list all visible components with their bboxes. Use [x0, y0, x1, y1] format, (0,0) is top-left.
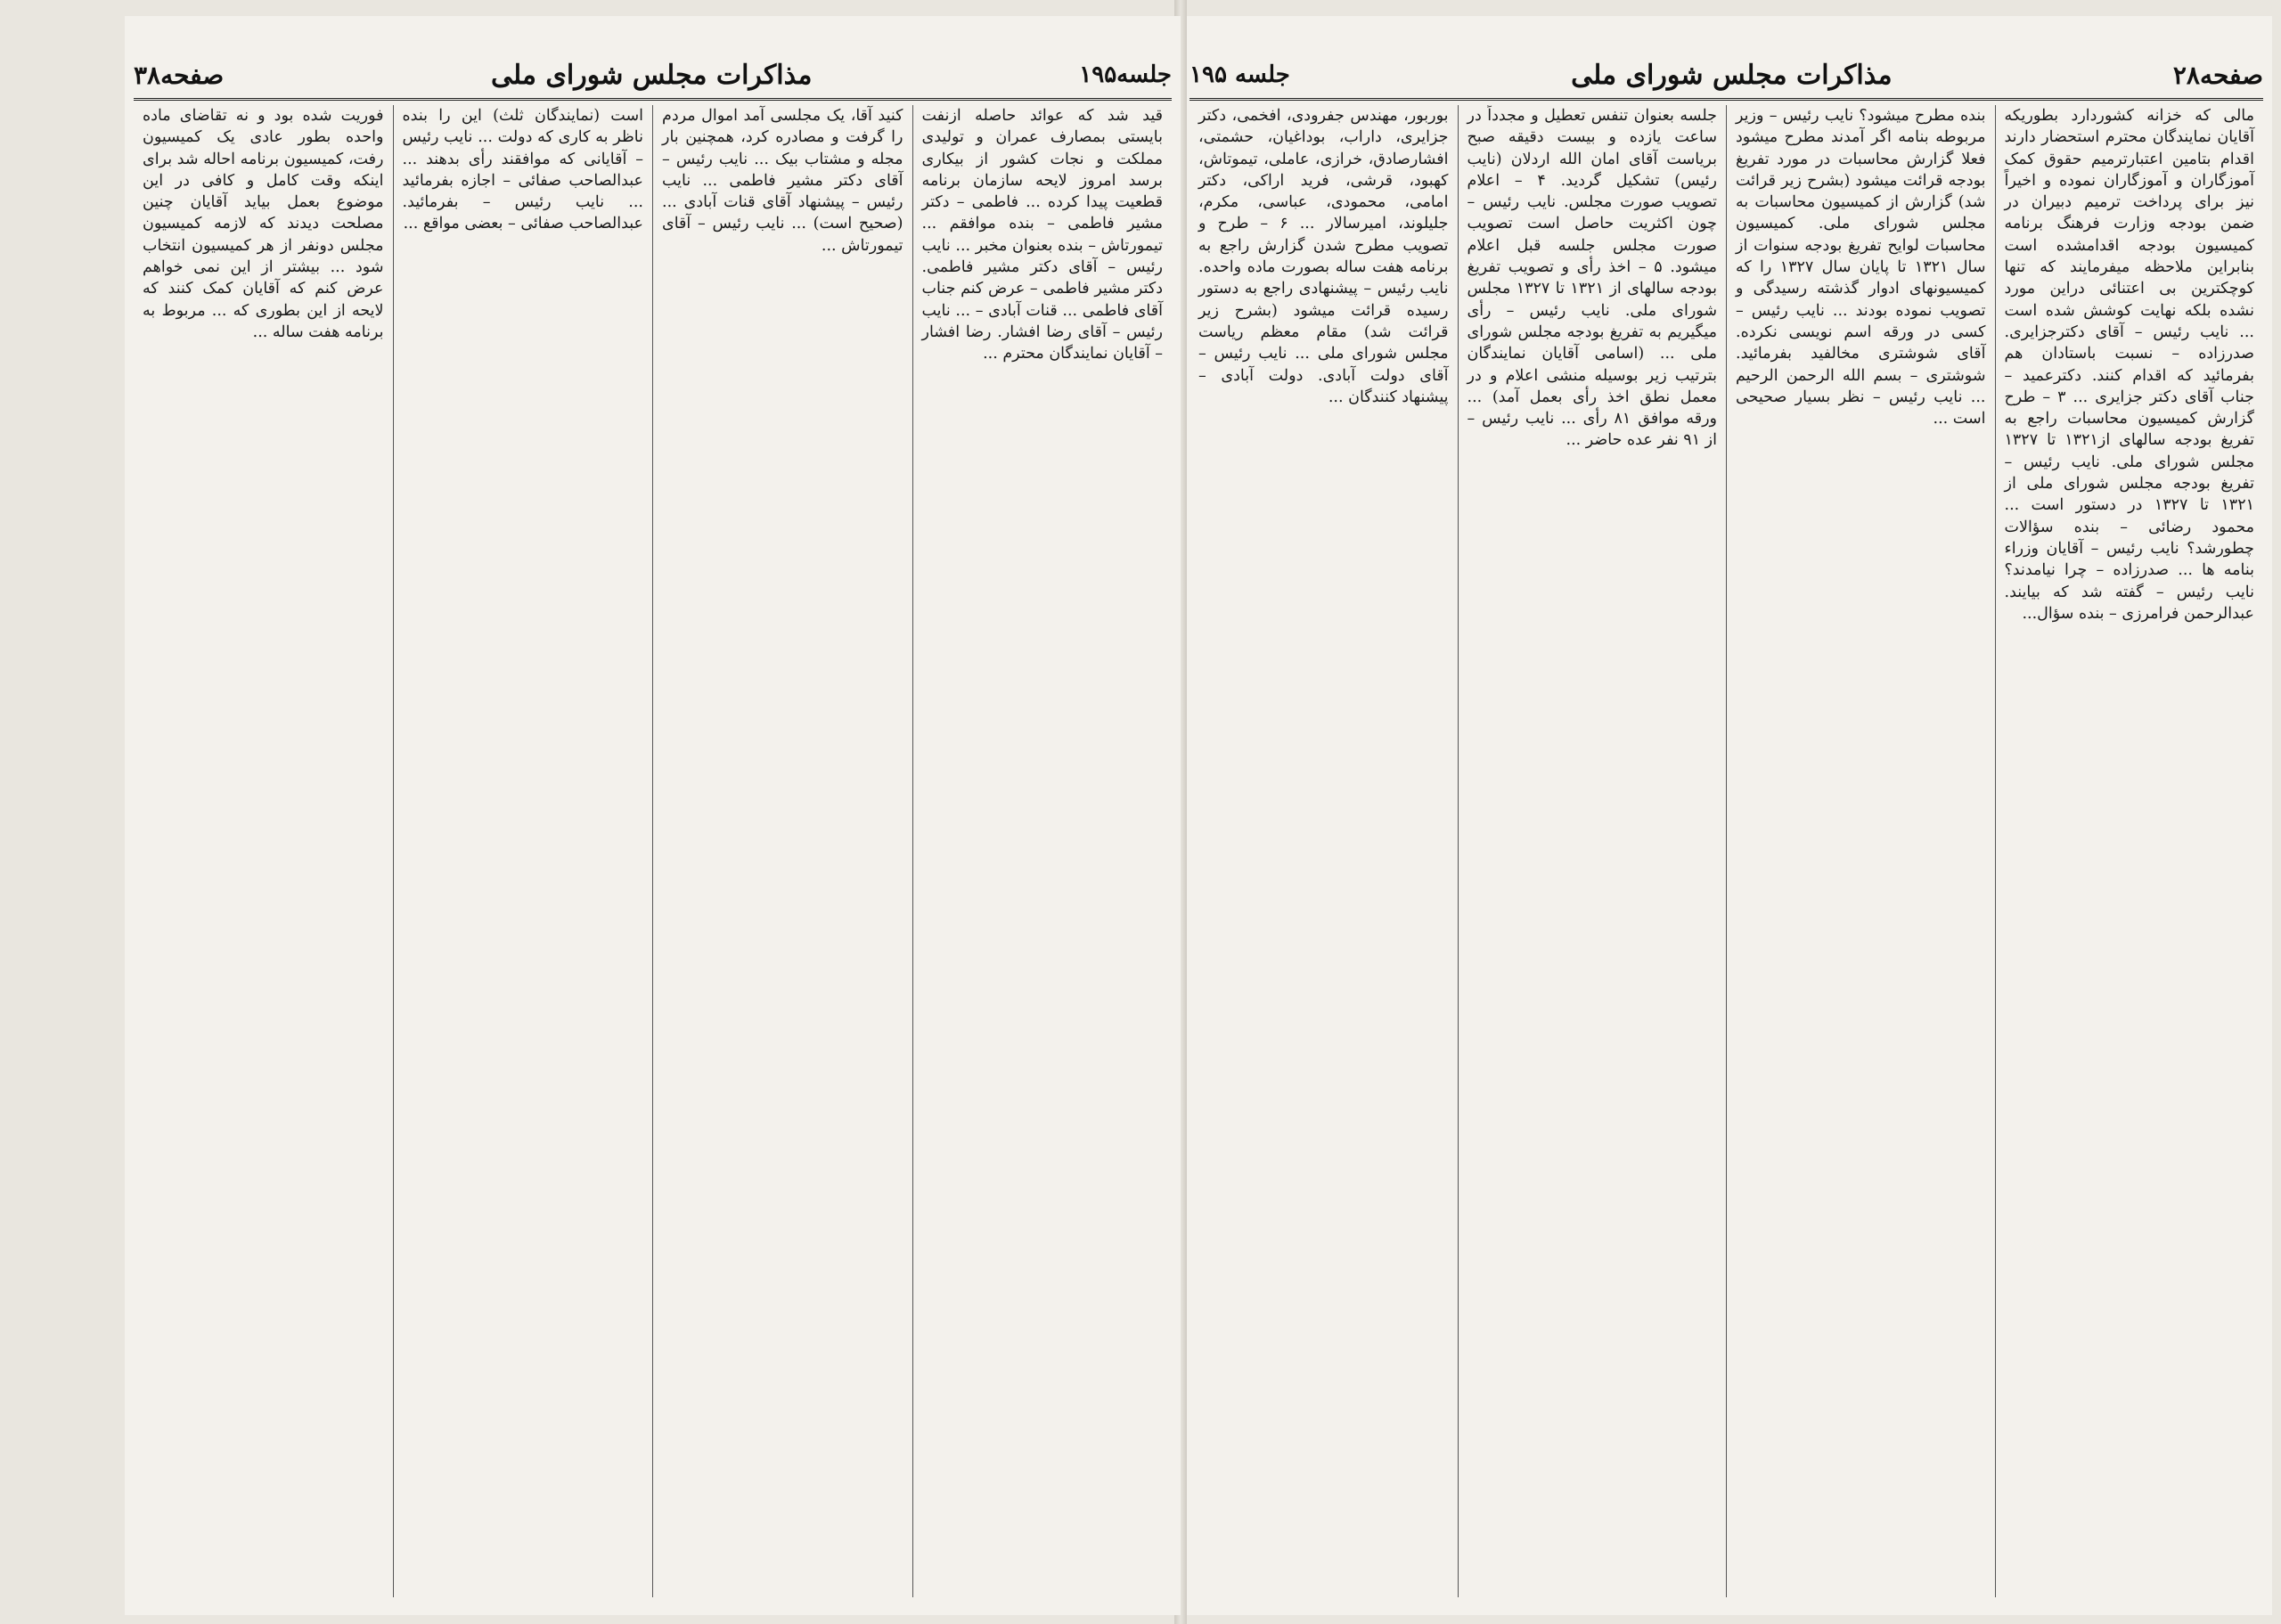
text-columns [134, 105, 1172, 1597]
page-header [134, 52, 1172, 101]
column-text: است (نمایندگان ثلث) این را بنده ناظر به کاری که دولت ... نایب رئیس – آقایانی که موافقند رأی بدهند ... عبدالصاحب صفائی – اجازه بفرمائید ... نایب رئیس – بفرمائید. عبدالصاحب صفائی – بعضی مواقع ... [402, 107, 643, 233]
left-page [125, 16, 1181, 1615]
text-column [1726, 105, 1995, 1597]
session-number: جلسه ۱۹۵ [1190, 61, 1290, 88]
column-text: فوریت شده بود و نه تقاضای ماده واحده بطور عادی یک کمیسیون رفت، کمیسیون برنامه احاله شد برای اینکه وقت کامل و کافی در این موضوع بعمل بیاید آقایان چنین مصلحت دیدند که لازمه کمیسیون مجلس دونفر از هر کمیسیون انتخاب شود ... بیشتر از این نمی خواهم عرض کنم که آقایان کمک کنند که لایحه از این بطوری که ... مربوط به برنامه هفت ساله ... [143, 107, 384, 341]
column-text: مالی که خزانه کشوردارد بطوریکه آقایان نمایندگان محترم استحضار دارند اقدام بتامین اعتبارترمیم حقوق کمک آموزگاران و آموزگاران نموده و اخیراً نیز برای پرداخت ترمیم دبیران در ضمن بودجه وزارت فرهنگ برنامه کمیسیون بودجه اقدامشده است بنابراین ملاحظه میفرمایند که تنها کوچکترین بی اعتنائی دراین مورد نشده بلکه نهایت کوشش شده است ... نایب رئیس – آقای دکترجزایری. صدرزاده – نسبت باستادان هم بفرمائید که اقدام کنند. دکترعمید – جناب آقای دکتر جزایری ... ۳ – طرح گزارش کمیسیون محاسبات راجع به تفریغ بودجه سالهای از۱۳۲۱ تا ۱۳۲۷ مجلس شورای ملی. نایب رئیس – تفریغ بودجه مجلس شورای ملی از ۱۳۲۱ تا ۱۳۲۷ در دستور است ... محمود رضائی – بنده سؤالات چطورشد؟ نایب رئیس – آقایان وزراء بنامه ها ... صدرزاده – چرا نیامدند؟ نایب رئیس – گفته شد که بیایند. عبدالرحمن فرامرزی – بنده سؤال... [2004, 107, 2254, 623]
page-title: مذاکرات مجلس شورای ملی [490, 59, 813, 91]
text-column [1995, 105, 2264, 1597]
right-page [1181, 16, 2272, 1615]
column-text: قید شد که عوائد حاصله ازنفت بایستی بمصارف عمران و تولیدی مملکت و نجات کشور از بیکاری برسد امروز لایحه سازمان برنامه قطعیت پیدا کرده ... فاطمی – دکتر مشیر فاطمی – بنده موافقم ... تیمورتاش – بنده بعنوان مخبر ... نایب رئیس – آقای دکتر مشیر فاطمی. دکتر مشیر فاطمی – عرض کنم جناب آقای فاطمی ... قنات آبادی – ... نایب رئیس – آقای رضا افشار. رضا افشار – آقایان نمایندگان محترم ... [921, 107, 1163, 363]
text-column [1190, 105, 1458, 1597]
text-columns [1190, 105, 2263, 1597]
text-column [393, 105, 653, 1597]
text-column [1458, 105, 1727, 1597]
session-number: جلسه۱۹۵ [1079, 61, 1172, 88]
text-column [652, 105, 912, 1597]
text-column [912, 105, 1173, 1597]
column-text: کنید آقا، یک مجلسی آمد اموال مردم را گرفت و مصادره کرد، همچنین بار مجله و مشتاب بیک ... نایب رئیس – آقای دکتر مشیر فاطمی ... نایب رئیس – پیشنهاد آقای قنات آبادی ... (صحیح است) ... نایب رئیس – آقای تیمورتاش ... [662, 107, 903, 255]
column-text: جلسه بعنوان تنفس تعطیل و مجدداً در ساعت یازده و بیست دقیقه صبح بریاست آقای امان الله اردلان (نایب رئیس) تشکیل گردید. ۴ – اعلام تصویب صورت مجلس. نایب رئیس – چون اکثریت حاصل است تصویب صورت مجلس جلسه قبل اعلام میشود. ۵ – اخذ رأی و تصویب تفریغ بودجه سالهای از ۱۳۲۱ تا ۱۳۲۷ مجلس شورای ملی. نایب رئیس – رأی میگیریم به تفریغ بودجه مجلس شورای ملی ... (اسامی آقایان نمایندگان بترتیب زیر بوسیله منشی اعلام و در معمل نطق اخذ رأی بعمل آمد) ... ورقه موافق ۸۱ رأی ... نایب رئیس – از ۹۱ نفر عده حاضر ... [1467, 107, 1717, 450]
column-text: بوربور، مهندس جفرودی، افخمی، دکتر جزایری، داراب، بوداغیان، حشمتی، افشارصادق، خرازی، عاملی، تیموتاش، کهبود، قرشی، فرید اراکی، دکتر امامی، محمودی، عباسی، مکرم، جلیلوند، امیرسالار ... ۶ – طرح و تصویب مطرح شدن گزارش راجع به برنامه هفت ساله بصورت ماده واحده. نایب رئیس – پیشنهادی راجع به دستور رسیده قرائت میشود (بشرح زیر قرائت شد) مقام معظم ریاست مجلس شورای ملی ... نایب رئیس – آقای دولت آبادی. دولت آبادی – پیشنهاد کنندگان ... [1198, 107, 1449, 406]
column-text: بنده مطرح میشود؟ نایب رئیس – وزیر مربوطه بنامه اگر آمدند مطرح میشود فعلا گزارش محاسبات در مورد تفریغ بودجه قرائت میشود (بشرح زیر قرائت شد) گزارش از کمیسیون محاسبات به مجلس شورای ملی. کمیسیون محاسبات لوایح تفریغ بودجه سنوات از سال ۱۳۲۱ تا پایان سال ۱۳۲۷ را که کمیسیونهای ادوار گذشته رسیدگی و تصویب نموده بودند ... نایب رئیس – کسی در ورقه اسم نویسی نکرده. آقای شوشتری مخالفید بفرمائید. شوشتری – بسم الله الرحمن الرحیم ... نایب رئیس – نظر بسیار صحیحی است ... [1736, 107, 1986, 428]
page-number: صفحه۳۸ [134, 60, 225, 90]
page-title: مذاکرات مجلس شورای ملی [1571, 59, 1893, 91]
text-column [134, 105, 393, 1597]
page-number: صفحه۲۸ [2172, 60, 2263, 90]
page-header [1190, 52, 2263, 101]
